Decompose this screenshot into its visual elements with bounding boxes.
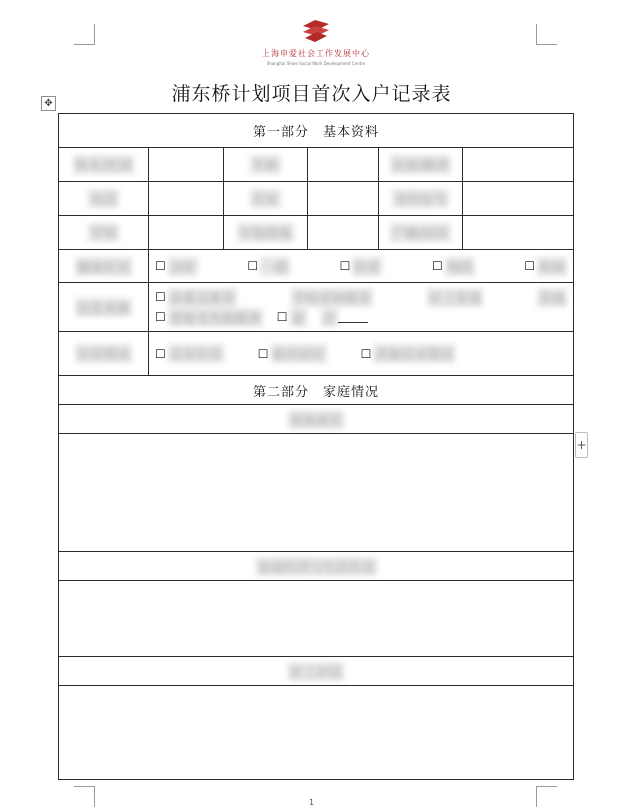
field-label: 年级班级 bbox=[237, 223, 293, 242]
record-form-table bbox=[58, 113, 574, 780]
health-option[interactable]: ☐ 较差 bbox=[340, 257, 383, 276]
checkbox-icon[interactable]: ☐ bbox=[155, 310, 166, 324]
health-option[interactable]: ☐ 一般 bbox=[247, 257, 290, 276]
field-value-cell[interactable] bbox=[149, 216, 224, 250]
field-label: 民族/籍贯 bbox=[390, 155, 450, 174]
health-option[interactable]: ☐ 良好 bbox=[155, 257, 198, 276]
source-option[interactable]: ☐ 曾接受其他服务 bbox=[155, 308, 263, 327]
health-label: 健康状况 bbox=[75, 257, 131, 276]
source-label: 信息来源 bbox=[75, 298, 131, 317]
field-value-cell[interactable] bbox=[463, 216, 574, 250]
source-option-text[interactable]: 社工发现 bbox=[427, 288, 483, 307]
field-label: 住址 bbox=[250, 189, 280, 208]
housing-options bbox=[149, 344, 573, 363]
field-label: 年龄 bbox=[250, 155, 280, 174]
crop-mark-top-left bbox=[74, 24, 95, 45]
field-label: 身份证号 bbox=[392, 189, 448, 208]
organization-logo bbox=[246, 18, 386, 66]
checkbox-icon[interactable]: ☐ bbox=[247, 259, 259, 273]
field-label: 电话 bbox=[88, 189, 118, 208]
housing-option[interactable]: ☐ 自有住房 bbox=[155, 344, 224, 363]
health-option[interactable]: ☐ 残疾 bbox=[432, 257, 475, 276]
checkbox-icon[interactable]: ☐ bbox=[276, 310, 288, 324]
source-option[interactable]: ☐ 是 bbox=[277, 308, 307, 327]
section-heading-family: 第二部分 家庭情况 bbox=[59, 376, 574, 405]
checkbox-icon[interactable]: ☐ bbox=[431, 259, 443, 273]
field-value-cell[interactable] bbox=[463, 148, 574, 182]
table-move-handle-icon[interactable]: ✥ bbox=[41, 96, 56, 111]
source-option[interactable]: ☐ 居委会推荐 bbox=[155, 288, 237, 307]
checkbox-icon[interactable]: ☐ bbox=[155, 259, 166, 273]
housing-option[interactable]: ☐ 其他住房情况 bbox=[361, 344, 456, 363]
logo-name-en: Shanghai Shine Social Work Development Centre bbox=[266, 61, 366, 66]
subsection-heading: 家庭成员 bbox=[288, 410, 344, 429]
source-option-text[interactable]: 其他 bbox=[537, 288, 567, 307]
subsection-heading: 家庭经济与生活状况 bbox=[256, 557, 377, 576]
logo-name-cn: 上海申爱社会工作发展中心 bbox=[262, 49, 370, 58]
logo-mark-icon bbox=[299, 18, 333, 44]
health-option[interactable]: ☐ 疾病 bbox=[524, 257, 567, 276]
checkbox-icon[interactable]: ☐ bbox=[155, 290, 166, 304]
add-column-icon[interactable]: + bbox=[575, 432, 588, 458]
assessment-area[interactable] bbox=[59, 686, 574, 780]
field-value-cell[interactable] bbox=[308, 148, 379, 182]
fill-in-line[interactable] bbox=[338, 312, 368, 323]
subsection-heading: 社工评估 bbox=[288, 662, 344, 681]
source-option-text[interactable]: 学校老师推荐 bbox=[291, 288, 373, 307]
document-title: 浦东桥计划项目首次入户记录表 bbox=[171, 83, 452, 105]
checkbox-icon[interactable]: ☐ bbox=[155, 346, 166, 361]
field-label: 学校 bbox=[88, 223, 118, 242]
field-value-cell[interactable] bbox=[308, 216, 379, 250]
field-value-cell[interactable] bbox=[149, 148, 224, 182]
checkbox-icon[interactable]: ☐ bbox=[524, 259, 536, 273]
health-options bbox=[149, 257, 573, 276]
crop-mark-top-right bbox=[536, 24, 557, 45]
field-label: 户籍/居住 bbox=[390, 223, 450, 242]
housing-label: 住房情况 bbox=[75, 344, 131, 363]
field-value-cell[interactable] bbox=[149, 182, 224, 216]
field-label: 姓名/性别 bbox=[73, 155, 133, 174]
source-option[interactable]: 否 bbox=[321, 308, 368, 327]
checkbox-icon[interactable]: ☐ bbox=[257, 346, 269, 361]
section-heading-basic-info: 第一部分 基本资料 bbox=[59, 114, 574, 148]
field-value-cell[interactable] bbox=[308, 182, 379, 216]
page-number: 1 bbox=[308, 798, 315, 807]
checkbox-icon[interactable]: ☐ bbox=[360, 346, 372, 361]
field-value-cell[interactable] bbox=[463, 182, 574, 216]
checkbox-icon[interactable]: ☐ bbox=[339, 259, 351, 273]
family-members-area[interactable] bbox=[59, 434, 574, 552]
housing-option[interactable]: ☐ 租房居住 bbox=[258, 344, 327, 363]
living-conditions-area[interactable] bbox=[59, 581, 574, 657]
source-options bbox=[149, 283, 573, 331]
